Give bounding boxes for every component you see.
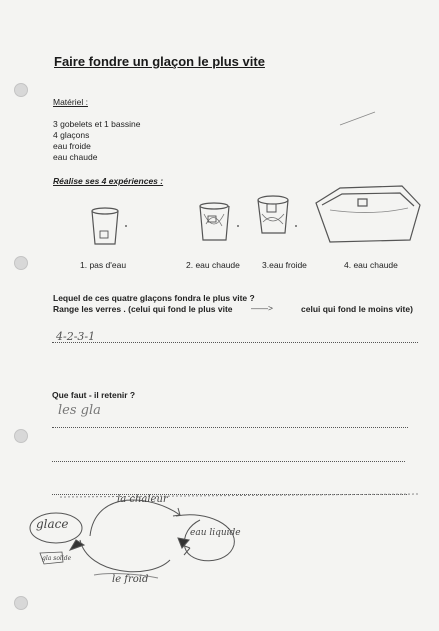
materiel-item: eau chaude [53, 152, 98, 162]
materiel-item: 3 gobelets et 1 bassine [53, 119, 141, 129]
experience-label-2: 2. eau chaude [186, 260, 240, 270]
question-1-line-2: Range les verres . (celui qui fond le plus vite [53, 304, 233, 314]
arrow-symbol: ——> [251, 303, 273, 313]
question-1-line-1: Lequel de ces quatre glaçons fondra le plus vite ? [53, 293, 255, 303]
experience-label-1: 1. pas d'eau [80, 260, 127, 270]
stray-mark [340, 112, 375, 125]
basin-icon [316, 186, 420, 242]
materiel-item: 4 glaçons [53, 130, 90, 140]
materiel-item: eau froide [53, 141, 91, 151]
answer-1-handwritten: 4-2-3-1 [56, 330, 96, 343]
experience-label-4: 4. eau chaude [344, 260, 398, 270]
diagram-label-corner: gla solide [42, 555, 72, 562]
question-1-line-2-right: celui qui fond le moins vite) [301, 304, 413, 314]
question-2: Que faut - il retenir ? [52, 390, 136, 400]
materiel-heading: Matériel : [53, 97, 88, 107]
experiences-heading: Réalise ses 4 expériences : [53, 176, 164, 186]
diagram-label-eau-liquide: eau liquide [190, 528, 241, 538]
diagram-label-glace: glace [36, 517, 69, 531]
glass-icon-3 [258, 196, 288, 233]
page-title: Faire fondre un glaçon le plus vite [54, 54, 265, 69]
glass-icon-2 [200, 203, 229, 240]
experience-label-3: 3.eau froide [262, 260, 307, 270]
diagram-label-chaleur: la chaleur [117, 494, 168, 505]
glass-icon-1 [92, 208, 118, 244]
diagram-label-froid: le froid [112, 574, 149, 585]
answer-2-handwritten: les gla [58, 403, 101, 418]
